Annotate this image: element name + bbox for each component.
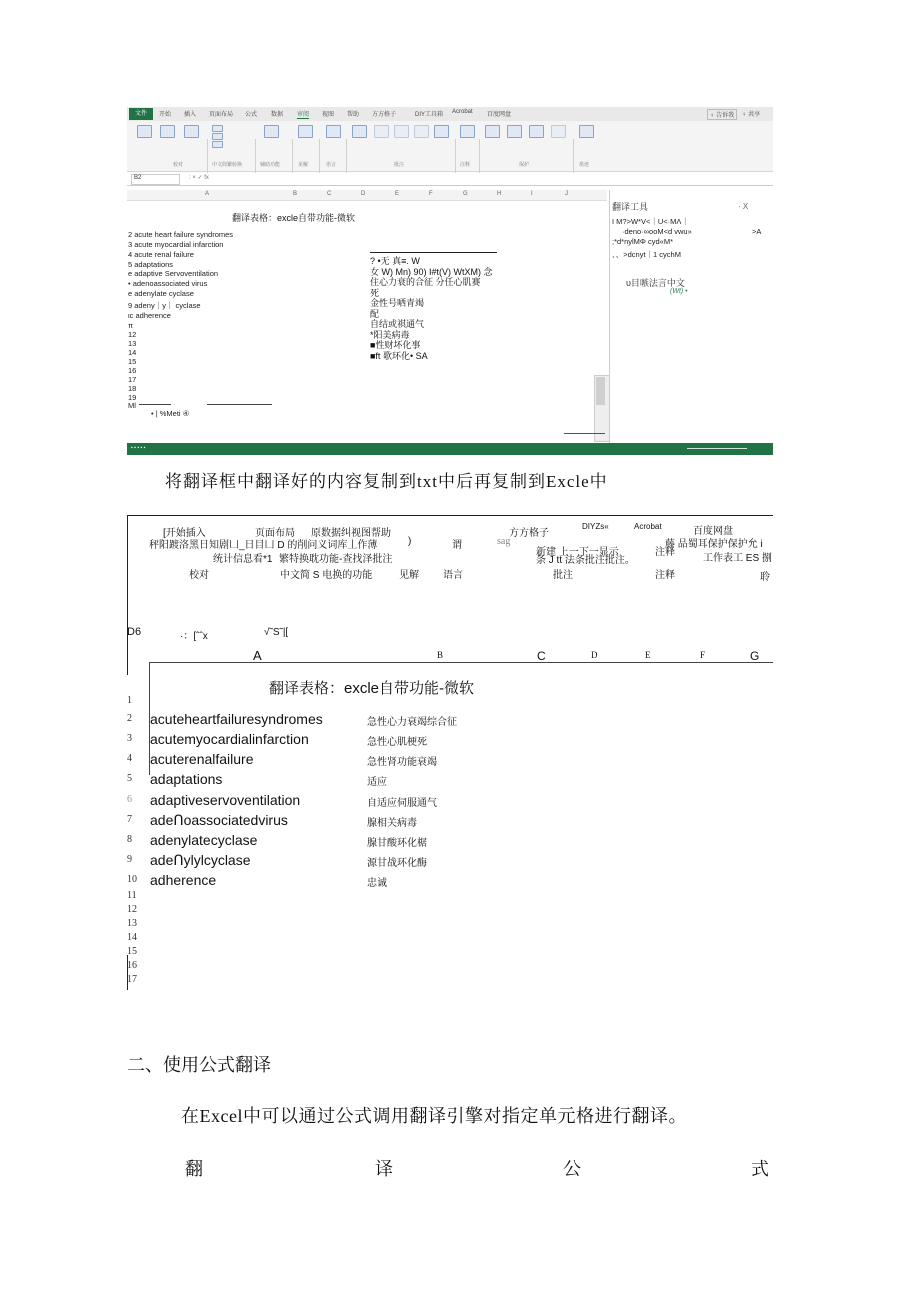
comment-commands[interactable]: 新建 上一下一显示: [536, 547, 619, 558]
cell-chinese[interactable]: 腺相关病毒: [367, 818, 417, 829]
cell-english[interactable]: adherence: [150, 872, 217, 888]
row-number: 13: [128, 339, 137, 348]
share-button[interactable]: ♀ 共享: [742, 112, 761, 118]
divider-line: [139, 404, 171, 405]
pane-line: ·deno·∞ooM<d vwu»: [622, 227, 692, 236]
row-text: • adenoassociated virus: [128, 279, 208, 288]
cell-english[interactable]: acuterenalfailure: [150, 751, 254, 767]
group-notes: 注释: [460, 162, 471, 168]
column-header-h[interactable]: H: [497, 191, 502, 197]
status-text: ▪ ▪ ▪ ▪ ▪: [131, 445, 146, 451]
group-ink: 聆: [760, 572, 770, 583]
tab-formulas[interactable]: 公式: [245, 112, 258, 118]
ribbon-mark: ): [408, 536, 412, 547]
conversion-commands[interactable]: 繁特换耽功能-查找泽批注: [279, 554, 393, 565]
row-number: 18: [128, 384, 137, 393]
zoom-slider[interactable]: [687, 448, 747, 449]
row-text: e adaptive Servoventilation: [128, 269, 219, 278]
left-border: [127, 955, 128, 990]
group-insights: 见解: [298, 162, 309, 168]
column-headers: [127, 190, 607, 201]
row-number: 14: [128, 348, 137, 357]
status-bar: [127, 443, 773, 455]
row-number: Ml: [128, 401, 136, 410]
show-comments-icon[interactable]: [434, 125, 449, 138]
row-number: 8: [127, 834, 132, 845]
column-header-a[interactable]: A: [253, 648, 262, 663]
group-chinese-conversion: 中文简 S 电换的功能: [280, 570, 373, 581]
row-number: 13: [127, 918, 137, 929]
row-text: e adenylate cyclase: [128, 289, 194, 298]
spelling-icon[interactable]: [137, 125, 152, 138]
group-ink: 墨迹: [579, 162, 590, 168]
ribbon-review: [127, 121, 773, 172]
tab-home[interactable]: 开始: [159, 112, 172, 118]
translation-line: ■ft 歌环化• SA: [370, 351, 428, 361]
row-number: 16: [127, 960, 137, 971]
column-header-c[interactable]: C: [327, 191, 332, 197]
translator-pane: [609, 190, 773, 443]
column-header-a[interactable]: A: [205, 191, 210, 197]
cell-chinese[interactable]: 急性肾功能衰竭: [367, 757, 437, 768]
translation-line: ? •无 真≡. W: [370, 256, 420, 266]
column-header-e[interactable]: E: [645, 650, 651, 660]
cell-english[interactable]: adeՈoassociatedvirus: [150, 812, 288, 828]
row-number: 3: [127, 733, 132, 744]
tab-baidu[interactable]: 百度网盘: [693, 526, 733, 537]
row-number: 1: [127, 695, 132, 706]
column-header-f[interactable]: F: [700, 650, 706, 660]
protect-sheet-icon[interactable]: [485, 125, 500, 138]
tab-data-view-help[interactable]: 原数据纠视图帮助: [311, 528, 391, 539]
tab-home[interactable]: [开始插入: [163, 528, 206, 539]
formula-bar: [127, 173, 773, 186]
row-number: 16: [128, 366, 137, 375]
spaced-word: 式: [751, 1159, 769, 1179]
group-language: 语言: [326, 162, 337, 168]
thesaurus-icon[interactable]: [160, 125, 175, 138]
group-language: 语言: [443, 570, 463, 581]
row-text: 9 adeny｜y｜ cyclase: [128, 301, 201, 310]
row-number: π: [128, 321, 134, 330]
row-number: 17: [128, 375, 137, 384]
group-chinese-conversion: 中文简繁转换: [212, 162, 243, 168]
row-number: 10: [127, 874, 137, 885]
protect-workbook-icon[interactable]: [507, 125, 522, 138]
excel-screenshot-1: [127, 107, 773, 455]
allow-edit-ranges-icon[interactable]: [529, 125, 544, 138]
ribbon-mark: 谓: [452, 540, 462, 551]
divider-line: [564, 433, 605, 434]
pane-arrow[interactable]: >A: [752, 227, 762, 236]
tab-acrobat[interactable]: Acrobat: [634, 522, 662, 531]
spaced-word: 公: [563, 1159, 581, 1179]
sheet-title: 翻译表格：excle自带功能-微软: [269, 680, 475, 697]
paragraph: 在Excel中可以通过公式调用翻译引擎对指定单元格进行翻译。: [181, 1106, 687, 1126]
row-number: 5: [127, 773, 132, 784]
row-number: 15: [127, 946, 137, 957]
translate-icon[interactable]: [326, 125, 341, 138]
column-header-e[interactable]: E: [395, 191, 400, 197]
scrollbar-thumb[interactable]: [596, 377, 605, 405]
cell-chinese[interactable]: 急性心力衰竭综合征: [367, 717, 457, 728]
excel-screenshot-2: [127, 515, 773, 990]
column-header-f[interactable]: F: [429, 191, 433, 197]
row-number: 4: [127, 753, 132, 764]
tab-data[interactable]: 数据: [271, 112, 284, 118]
row-number: 9: [127, 854, 132, 865]
ribbon-row: 秤阳踱洛黑日知剧凵_日目凵 D 的削问义词库丄作薄: [149, 540, 378, 551]
group-proofing: 校对: [173, 162, 184, 168]
cell-chinese[interactable]: 腺甘酸环化椐: [367, 838, 427, 849]
simp-to-trad-icon[interactable]: [212, 133, 223, 140]
header-rule: [149, 662, 773, 663]
next-comment-icon[interactable]: [414, 125, 429, 138]
translation-line: 配: [370, 309, 380, 319]
cell-chinese[interactable]: 急性心肌梗死: [367, 737, 427, 748]
row-number: 12: [127, 904, 137, 915]
workbook-stats[interactable]: 统计信息看*1: [213, 554, 273, 565]
tab-view[interactable]: 视图: [322, 112, 335, 118]
tab-diy[interactable]: DIY工具箱: [415, 112, 444, 118]
convert-icon[interactable]: [212, 141, 223, 148]
column-header-d[interactable]: D: [361, 191, 366, 197]
hide-ink-icon[interactable]: [579, 125, 594, 138]
unshare-workbook-icon[interactable]: [551, 125, 566, 138]
accessibility-icon[interactable]: [264, 125, 279, 138]
translator-title: 翻译工具: [612, 202, 649, 212]
tab-diy[interactable]: DIYZs«: [582, 522, 609, 531]
sheet-title: 翻译表格：excle自带功能-微软: [232, 213, 356, 223]
row-number: 12: [128, 330, 137, 339]
bottom-text: • | %Meti ④: [151, 409, 190, 418]
left-border: [127, 515, 128, 675]
tab-page-layout[interactable]: 页面布局: [209, 112, 234, 118]
translation-line: 女 W) Mn) 90) I#t(V) WtXM) 念: [370, 267, 493, 277]
row-number: 2: [127, 713, 132, 724]
protect-commands[interactable]: 藤 品蜀耳保护保护允 i: [665, 539, 763, 550]
cell-chinese[interactable]: 忠诚: [367, 878, 387, 889]
translation-rule: [370, 252, 497, 253]
cell-english[interactable]: adenylatecyclase: [150, 832, 258, 848]
cell-chinese[interactable]: 自适应伺服通气: [367, 798, 437, 809]
group-notes: 注释: [655, 570, 675, 581]
tab-page-layout[interactable]: 页面布局: [255, 528, 295, 539]
name-box[interactable]: B2: [131, 174, 180, 185]
tab-fangfang[interactable]: 方方格子: [509, 528, 549, 539]
row-number: 17: [127, 974, 137, 985]
formula-cancel-icon[interactable]: ·：[ˆˆx: [180, 631, 208, 642]
tell-me-box[interactable]: ♀ 告诉我: [707, 109, 737, 120]
cell-chinese[interactable]: 适应: [367, 777, 387, 788]
translation-line: 金性号哂青竭: [370, 298, 425, 308]
tab-insert[interactable]: 插入: [184, 112, 197, 118]
workbook-stats-icon[interactable]: [184, 125, 199, 138]
ribbon-mark: sag: [497, 536, 511, 547]
group-comments: 批注: [553, 570, 573, 581]
pane-sub: (Wt) •: [670, 288, 688, 295]
row-text: 2 acute heart failure syndromes: [128, 230, 234, 239]
delete-comment-icon[interactable]: [374, 125, 389, 138]
tab-file[interactable]: 文件: [129, 108, 153, 120]
column-header-b[interactable]: B: [293, 191, 298, 197]
smart-lookup-icon[interactable]: [298, 125, 313, 138]
top-border: [127, 515, 773, 516]
tab-acrobat[interactable]: Acrobat: [452, 109, 473, 115]
pane-line: ;*d*nylMΦ cyd«M*: [612, 237, 674, 246]
row-text: 4 acute renal failure: [128, 250, 194, 259]
new-comment-icon[interactable]: [352, 125, 367, 138]
cell-english[interactable]: adaptiveservoventilation: [150, 792, 301, 808]
close-icon[interactable]: · X: [738, 202, 749, 211]
row-number: 7: [127, 814, 132, 825]
caption-1: 将翻译框中翻译好的内容复制到txt中后再复制到Excle中: [165, 472, 608, 491]
translation-line: 自结或祺通气: [370, 319, 425, 329]
pane-line: I M?>W*V<｜U<·MΛ｜: [612, 217, 689, 226]
translation-line: 死: [370, 288, 380, 298]
cell-chinese[interactable]: 源甘战环化酶: [367, 858, 427, 869]
group-accessibility: 辅助功能: [260, 162, 281, 168]
notes-icon[interactable]: [460, 125, 475, 138]
spaced-word: 翻: [185, 1159, 203, 1179]
notes-command[interactable]: 注释: [655, 547, 675, 558]
cell-reference[interactable]: D6: [127, 626, 142, 638]
pane-line: 、、>dcnyt｜1 cychM: [612, 250, 681, 259]
spaced-word: 译: [375, 1159, 393, 1179]
row-text: 5 adaptations: [128, 260, 174, 269]
column-header-g[interactable]: G: [750, 649, 760, 663]
translation-line: ■性财坏化事: [370, 340, 421, 350]
cell-english[interactable]: adeՈylylcyclase: [150, 852, 251, 868]
column-header-c[interactable]: C: [537, 649, 546, 663]
trad-to-simp-icon[interactable]: [212, 125, 223, 132]
section-heading: 二、使用公式翻译: [127, 1055, 271, 1075]
row-number: 6: [127, 794, 132, 805]
tab-baidu[interactable]: 百度网盘: [487, 112, 512, 118]
row-number: 14: [127, 932, 137, 943]
row-number: 15: [128, 357, 137, 366]
tab-review[interactable]: 审阅: [297, 109, 309, 119]
cell-english[interactable]: acuteheartfailuresyndromes: [150, 711, 323, 727]
row-text: 3 acute myocardial infarction: [128, 240, 224, 249]
group-protect: 保护: [519, 162, 530, 168]
translation-line: 住心力衰的合征 分任心肌赛: [370, 277, 481, 287]
divider-line: [207, 404, 272, 405]
row-number: 19: [128, 393, 137, 402]
column-header-i[interactable]: I: [531, 191, 533, 197]
tab-fangfang[interactable]: 方方格子: [372, 112, 397, 118]
cell-english[interactable]: acutemyocardialinfarction: [150, 731, 309, 747]
row-number: 11: [127, 890, 137, 901]
column-header-g[interactable]: G: [463, 191, 468, 197]
formula-fx-icon[interactable]: √˜S˜|[: [264, 627, 289, 638]
group-insights: 见解: [399, 570, 419, 581]
translation-line: *阳美病毒: [370, 330, 410, 340]
prev-comment-icon[interactable]: [394, 125, 409, 138]
group-comments: 批注: [394, 162, 405, 168]
column-header-b[interactable]: B: [437, 650, 444, 660]
tab-help[interactable]: 帮助: [347, 112, 360, 118]
column-header-j[interactable]: J: [565, 191, 568, 197]
row-text: ιc adherence: [128, 311, 171, 320]
group-proofing: 校对: [189, 570, 209, 581]
fx-icon: : × ✓ fx: [189, 175, 209, 181]
column-header-d[interactable]: D: [591, 650, 598, 660]
ribbon-tab-bar: [127, 107, 773, 121]
comment-commands[interactable]: 条 J tt 法条批注批注。: [536, 555, 635, 566]
protect-commands[interactable]: 工作表工 ES 捌: [703, 553, 772, 564]
cell-english[interactable]: adaptations: [150, 771, 223, 787]
target-language[interactable]: υ目嗾法言中文: [626, 278, 685, 288]
